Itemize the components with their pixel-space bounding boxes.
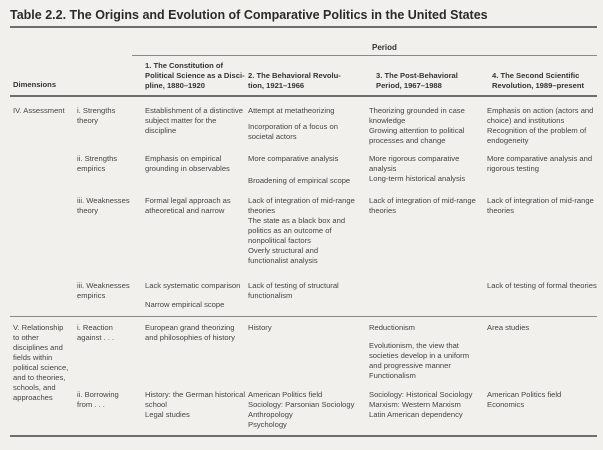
sub-strengths-theory-1: i. Strengths [77, 106, 116, 115]
col1-header-2: Political Science as a Disci- [145, 71, 245, 80]
cell: Theorizing grounded in case [369, 106, 465, 115]
sub-weaknesses-empirics-2: empirics [77, 291, 106, 300]
cell: Long-term historical analysis [369, 174, 466, 183]
cell: Latin American dependency [369, 410, 463, 419]
cell: Recognition of the problem of [487, 126, 587, 135]
sub-strengths-empirics-2: empirics [77, 164, 106, 173]
cell: Incorporation of a focus on [248, 122, 338, 131]
cell: Lack of integration of mid-range [248, 196, 355, 205]
cell: theories [369, 206, 397, 215]
cell: rigorous testing [487, 164, 539, 173]
dimensions-header: Dimensions [13, 80, 57, 89]
cell: processes and change [369, 136, 446, 145]
cell: Emphasis on action (actors and [487, 106, 594, 115]
cell: discipline [145, 126, 177, 135]
bottom-rule [10, 435, 597, 437]
cell: History: the German historical [145, 390, 246, 399]
cell: Emphasis on empirical [145, 154, 222, 163]
sub-weaknesses-theory-2: theory [77, 206, 99, 215]
cell: Marxism: Western Marxism [369, 400, 461, 409]
cell: European grand theorizing [145, 323, 235, 332]
relationship-dimension: and to theories, [13, 373, 66, 382]
cell: endogeneity [487, 136, 529, 145]
cell: Attempt at metatheorizing [248, 106, 335, 115]
cell: knowledge [369, 116, 406, 125]
cell: subject matter for the [145, 116, 217, 125]
cell: and progressive manner [369, 361, 451, 370]
relationship-dimension: approaches [13, 393, 53, 402]
cell: Lack of integration of mid-range [487, 196, 594, 205]
cell: History [248, 323, 272, 332]
cell: More comparative analysis and [487, 154, 593, 163]
cell: American Politics field [487, 390, 562, 399]
cell: The state as a black box and [248, 216, 346, 225]
cell: Lack systematic comparison [145, 281, 241, 290]
cell: Evolutionism, the view that [369, 341, 459, 350]
cell: Lack of integration of mid-range [369, 196, 476, 205]
relationship-dimension: to other [13, 333, 39, 342]
cell: Overly structural and [248, 246, 319, 255]
table-title: Table 2.2. The Origins and Evolution of Comparative Politics in the United States [10, 8, 488, 22]
col3-header-1: 3. The Post-Behavioral [376, 71, 458, 80]
col2-header-1: 2. The Behavioral Revolu- [248, 71, 341, 80]
cell: theories [248, 206, 276, 215]
sub-weaknesses-empirics-1: iii. Weaknesses [77, 281, 130, 290]
cell: Reductionism [369, 323, 416, 332]
cell: More rigorous comparative [369, 154, 460, 163]
col2-header-2: tion, 1921–1966 [248, 81, 305, 90]
col3-header-2: Period, 1967–1988 [376, 81, 442, 90]
cell: Economics [487, 400, 525, 409]
cell: Area studies [487, 323, 530, 332]
cell: nonpolitical factors [248, 236, 311, 245]
col4-header-1: 4. The Second Scientific [492, 71, 580, 80]
cell: functionalism [248, 291, 293, 300]
cell: Growing attention to political [369, 126, 465, 135]
cell: politics as an outcome of [248, 226, 332, 235]
sub-reaction-1: i. Reaction [77, 323, 113, 332]
cell: analysis [369, 164, 397, 173]
cell: More comparative analysis [248, 154, 339, 163]
cell: atheoretical and narrow [145, 206, 225, 215]
header-rule [10, 95, 597, 97]
col1-header-3: pline, 1880–1920 [145, 81, 205, 90]
cell: Establishment of a distinctive [145, 106, 243, 115]
top-rule [10, 26, 597, 28]
cell: Psychology [248, 420, 287, 429]
cell: and philosophies of history [145, 333, 235, 342]
cell: choice) and institutions [487, 116, 565, 125]
sub-reaction-2: against . . . [77, 333, 115, 342]
cell: grounding in observables [145, 164, 230, 173]
sub-strengths-theory-2: theory [77, 116, 99, 125]
cell: Sociology: Parsonian Sociology [248, 400, 355, 409]
assessment-dimension: IV. Assessment [13, 106, 65, 115]
section-rule [10, 316, 597, 317]
sub-strengths-empirics-1: ii. Strengths [77, 154, 118, 163]
relationship-dimension: schools, and [13, 383, 56, 392]
cell: societal actors [248, 132, 297, 141]
col4-header-2: Revolution, 1989–present [492, 81, 585, 90]
period-header: Period [372, 43, 397, 52]
cell: Functionalism [369, 371, 416, 380]
relationship-dimension: V. Relationship [13, 323, 64, 332]
cell: functionalist analysis [248, 256, 318, 265]
cell: American Politics field [248, 390, 323, 399]
cell: Lack of testing of structural [248, 281, 339, 290]
cell: societies develop in a uniform [369, 351, 470, 360]
cell: Legal studies [145, 410, 190, 419]
cell: theories [487, 206, 515, 215]
cell: Lack of testing of formal theories [487, 281, 597, 290]
relationship-dimension: disciplines and [13, 343, 63, 352]
cell: Broadening of empirical scope [248, 176, 351, 185]
sub-weaknesses-theory-1: iii. Weaknesses [77, 196, 130, 205]
period-rule [132, 55, 597, 56]
cell: Anthropology [248, 410, 293, 419]
cell: school [145, 400, 167, 409]
sub-borrowing-2: from . . . [77, 400, 105, 409]
cell: Narrow empirical scope [145, 300, 225, 309]
col1-header-1: 1. The Constitution of [145, 61, 224, 70]
cell: Formal legal approach as [145, 196, 231, 205]
relationship-dimension: political science, [13, 363, 69, 372]
sub-borrowing-1: ii. Borrowing [77, 390, 119, 399]
relationship-dimension: fields within [13, 353, 53, 362]
cell: Sociology: Historical Sociology [369, 390, 473, 399]
